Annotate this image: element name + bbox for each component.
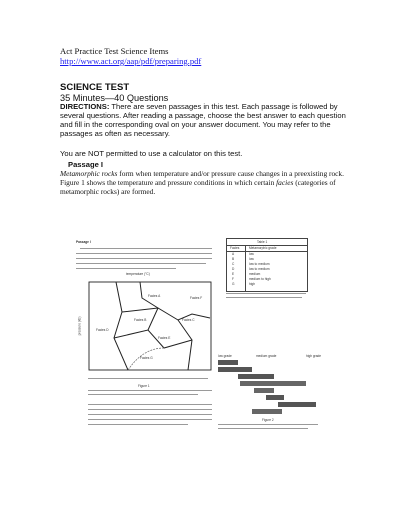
scan-grade-label: high grade <box>306 354 322 358</box>
test-heading: SCIENCE TEST <box>60 82 130 93</box>
scan-text-line <box>88 419 212 420</box>
scan-grade-label: medium grade <box>256 354 277 358</box>
scan-facies-label: Facies G <box>140 356 153 360</box>
scan-text-line <box>88 409 212 410</box>
scan-text-line <box>76 253 212 254</box>
scan-facies-label: Facies D <box>96 328 109 332</box>
scan-table-row: C <box>232 262 235 266</box>
scan-figure-1-caption: Figure 1 <box>138 384 150 388</box>
directions-paragraph <box>60 103 350 139</box>
scan-bar <box>252 409 282 414</box>
scan-bar <box>254 388 274 393</box>
scan-axis-left-label: pressure (kb) <box>77 316 82 336</box>
scan-table-row: high <box>249 282 256 286</box>
passage-intro <box>60 170 350 196</box>
scan-bar <box>266 395 284 400</box>
scan-bar <box>240 381 306 386</box>
scan-text-line <box>76 263 206 264</box>
document-title: Act Practice Test Science Items <box>60 46 169 56</box>
scan-grade-label: low grade <box>218 354 232 358</box>
test-subheading: 35 Minutes—40 Questions <box>60 93 169 103</box>
scan-bar <box>218 360 238 365</box>
embedded-scan-image <box>74 238 334 460</box>
scan-text-line <box>218 424 318 425</box>
scan-table-col2: Metamorphic grade <box>249 246 277 250</box>
intro-text-2: (categories of metamorphic rocks) are formed. <box>60 177 336 196</box>
scan-table-row: D <box>232 267 235 271</box>
intro-text-1: form when temperature and/or pressure cause changes in a preexisting rock. Figure 1 shows the temperature and pressure conditions in which certain <box>60 169 344 187</box>
scan-facies-label: Facies C <box>182 318 195 322</box>
directions-label: DIRECTIONS: <box>60 102 110 111</box>
scan-text-line <box>88 390 212 391</box>
scan-table-row: medium <box>249 272 261 276</box>
source-link[interactable]: http://www.act.org/aap/pdf/preparing.pdf <box>60 56 202 66</box>
scan-table-1 <box>226 238 308 292</box>
scan-facies-label: Facies A <box>148 294 161 298</box>
scan-text-line <box>226 297 302 298</box>
calculator-note: You are NOT permitted to use a calculator on this test. <box>60 149 243 158</box>
scan-figure-2-caption: Figure 2 <box>262 418 274 422</box>
scan-table-row: low to medium <box>249 267 270 271</box>
scan-table-row: medium to high <box>249 277 271 281</box>
scan-text-line <box>76 258 212 259</box>
scan-text-line <box>88 394 198 395</box>
scan-table-row: low <box>249 252 254 256</box>
scan-bar <box>218 367 252 372</box>
scan-text-line <box>226 293 306 294</box>
scan-text-line <box>88 414 212 415</box>
scan-text-line <box>88 424 188 425</box>
scan-table-row: B <box>232 257 235 261</box>
scan-table-row: E <box>232 272 235 276</box>
scan-facies-label: Facies F <box>190 296 203 300</box>
scan-facies-label: Facies B <box>134 318 147 322</box>
scan-bar <box>278 402 316 407</box>
scan-text-line <box>88 404 212 405</box>
scan-table-row: G <box>232 282 235 286</box>
intro-term-2: facies <box>276 177 294 187</box>
scan-text-line <box>88 378 208 379</box>
scan-text-line <box>80 248 212 249</box>
intro-term: Metamorphic rocks <box>60 169 118 178</box>
scan-table-col1: Facies <box>230 246 240 250</box>
scan-table-row: low to medium <box>249 262 270 266</box>
scan-table-row: low <box>249 257 254 261</box>
directions-text: There are seven passages in this test. Each passage is followed by several questions. After reading a passage, choose the best answer to each question and fill in the corresponding oval on your answer document. You may refer to the passages as often as necessary. <box>60 102 346 138</box>
scan-text-line <box>218 428 308 429</box>
scan-axis-top-label: temperature (°C) <box>126 272 150 276</box>
passage-title: Passage I <box>68 160 104 169</box>
scan-facies-label: Facies E <box>158 336 171 340</box>
scan-passage-label: Passage I <box>76 240 91 244</box>
scan-table-row: A <box>232 252 235 256</box>
scan-table-row: F <box>232 277 234 281</box>
scan-table-title: Table 1 <box>257 240 268 244</box>
scan-bar <box>238 374 274 379</box>
scan-text-line <box>76 268 176 269</box>
